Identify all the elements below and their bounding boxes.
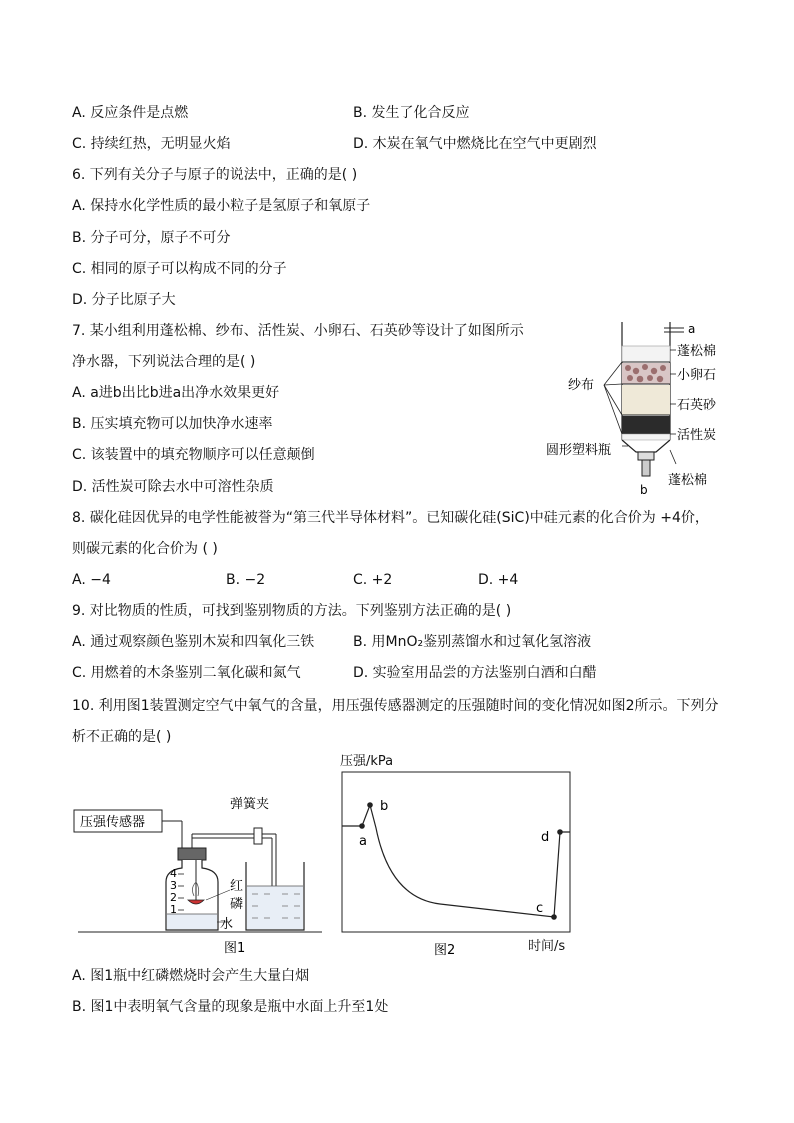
q5-option-c: C. 持续红热，无明显火焰 bbox=[72, 136, 231, 152]
q8-option-d: D. +4 bbox=[478, 572, 519, 588]
q7-stem-line1: 7. 某小组利用蓬松棉、纱布、活性炭、小卵石、石英砂等设计了如图所示 bbox=[72, 323, 524, 339]
chart-ylabel: 压强/kPa bbox=[340, 754, 394, 769]
label-point-a: a bbox=[359, 834, 367, 849]
q10-option-b: B. 图1中表明氧气含量的现象是瓶中水面上升至1处 bbox=[72, 999, 389, 1015]
label-quartz: 石英砂 bbox=[677, 398, 717, 413]
water-purifier-figure bbox=[540, 318, 740, 500]
mark-2: 2 bbox=[170, 891, 177, 904]
figure1-apparatus bbox=[70, 790, 330, 960]
mark-3: 3 bbox=[170, 879, 177, 892]
label-point-b: b bbox=[380, 799, 389, 814]
q8-option-c: C. +2 bbox=[353, 572, 393, 588]
q10-option-a: A. 图1瓶中红磷燃烧时会产生大量白烟 bbox=[72, 968, 310, 984]
q6-option-a: A. 保持水化学性质的最小粒子是氢原子和氧原子 bbox=[72, 198, 371, 214]
q5-option-b: B. 发生了化合反应 bbox=[353, 105, 470, 121]
label-carbon: 活性炭 bbox=[677, 428, 717, 443]
q9-stem: 9. 对比物质的性质，可找到鉴别物质的方法。下列鉴别方法正确的是( ) bbox=[72, 603, 512, 619]
q8-stem-line2: 则碳元素的化合价为 ( ) bbox=[72, 541, 218, 557]
point-a bbox=[359, 823, 365, 829]
label-bottle: 圆形塑料瓶 bbox=[546, 443, 612, 458]
water-label: 水 bbox=[220, 917, 234, 932]
point-b bbox=[367, 802, 373, 808]
q7-option-a: A. a进b出比b进a出净水效果更好 bbox=[72, 385, 280, 401]
mark-4: 4 bbox=[170, 867, 177, 880]
label-bottom-cotton: 蓬松棉 bbox=[668, 473, 708, 488]
q6-option-b: B. 分子可分，原子不可分 bbox=[72, 230, 231, 246]
q6-option-c: C. 相同的原子可以构成不同的分子 bbox=[72, 261, 287, 277]
phosphorus-label-1: 红 bbox=[230, 879, 244, 894]
label-pebbles: 小卵石 bbox=[677, 368, 717, 383]
q9-option-a: A. 通过观察颜色鉴别木炭和四氧化三铁 bbox=[72, 634, 315, 650]
sensor-label: 压强传感器 bbox=[80, 815, 146, 830]
label-point-d: d bbox=[541, 830, 550, 845]
q9-option-c: C. 用燃着的木条鉴别二氧化碳和氮气 bbox=[72, 665, 301, 681]
chart-xlabel: 时间/s bbox=[528, 939, 566, 954]
label-top-cotton: 蓬松棉 bbox=[677, 344, 717, 359]
q8-stem-line1: 8. 碳化硅因优异的电学性能被誉为“第三代半导体材料”。已知碳化硅(SiC)中硅元素的化合价为 +4价， bbox=[72, 510, 709, 526]
q10-stem-line1: 10. 利用图1装置测定空气中氧气的含量，用压强传感器测定的压强随时间的变化情况如图2所示。下列分 bbox=[72, 698, 719, 714]
q5-option-a: A. 反应条件是点燃 bbox=[72, 105, 189, 121]
label-gauze: 纱布 bbox=[568, 378, 595, 393]
q8-option-b: B. −2 bbox=[226, 572, 266, 588]
point-d bbox=[557, 829, 563, 835]
q8-option-a: A. −4 bbox=[72, 572, 111, 588]
figure1-caption: 图1 bbox=[224, 941, 246, 956]
mark-1: 1 bbox=[170, 903, 177, 916]
q5-option-d: D. 木炭在氧气中燃烧比在空气中更剧烈 bbox=[353, 136, 597, 152]
phosphorus-label-2: 磷 bbox=[230, 897, 244, 912]
label-point-c: c bbox=[536, 901, 544, 916]
q7-option-c: C. 该装置中的填充物顺序可以任意颠倒 bbox=[72, 447, 315, 463]
q7-option-d: D. 活性炭可除去水中可溶性杂质 bbox=[72, 479, 274, 495]
clamp-label: 弹簧夹 bbox=[230, 797, 270, 812]
q10-stem-line2: 析不正确的是( ) bbox=[72, 729, 172, 745]
q9-option-d: D. 实验室用品尝的方法鉴别白酒和白醋 bbox=[353, 665, 597, 681]
q7-stem-line2: 净水器，下列说法合理的是( ) bbox=[72, 354, 256, 370]
figure2-caption: 图2 bbox=[434, 943, 456, 958]
q6-stem: 6. 下列有关分子与原子的说法中，正确的是( ) bbox=[72, 167, 358, 183]
point-c bbox=[551, 914, 557, 920]
label-a: a bbox=[688, 322, 696, 336]
q7-option-b: B. 压实填充物可以加快净水速率 bbox=[72, 416, 273, 432]
label-b: b bbox=[640, 483, 648, 497]
q9-option-b: B. 用MnO₂鉴别蒸馏水和过氧化氢溶液 bbox=[353, 634, 592, 650]
q6-option-d: D. 分子比原子大 bbox=[72, 292, 176, 308]
